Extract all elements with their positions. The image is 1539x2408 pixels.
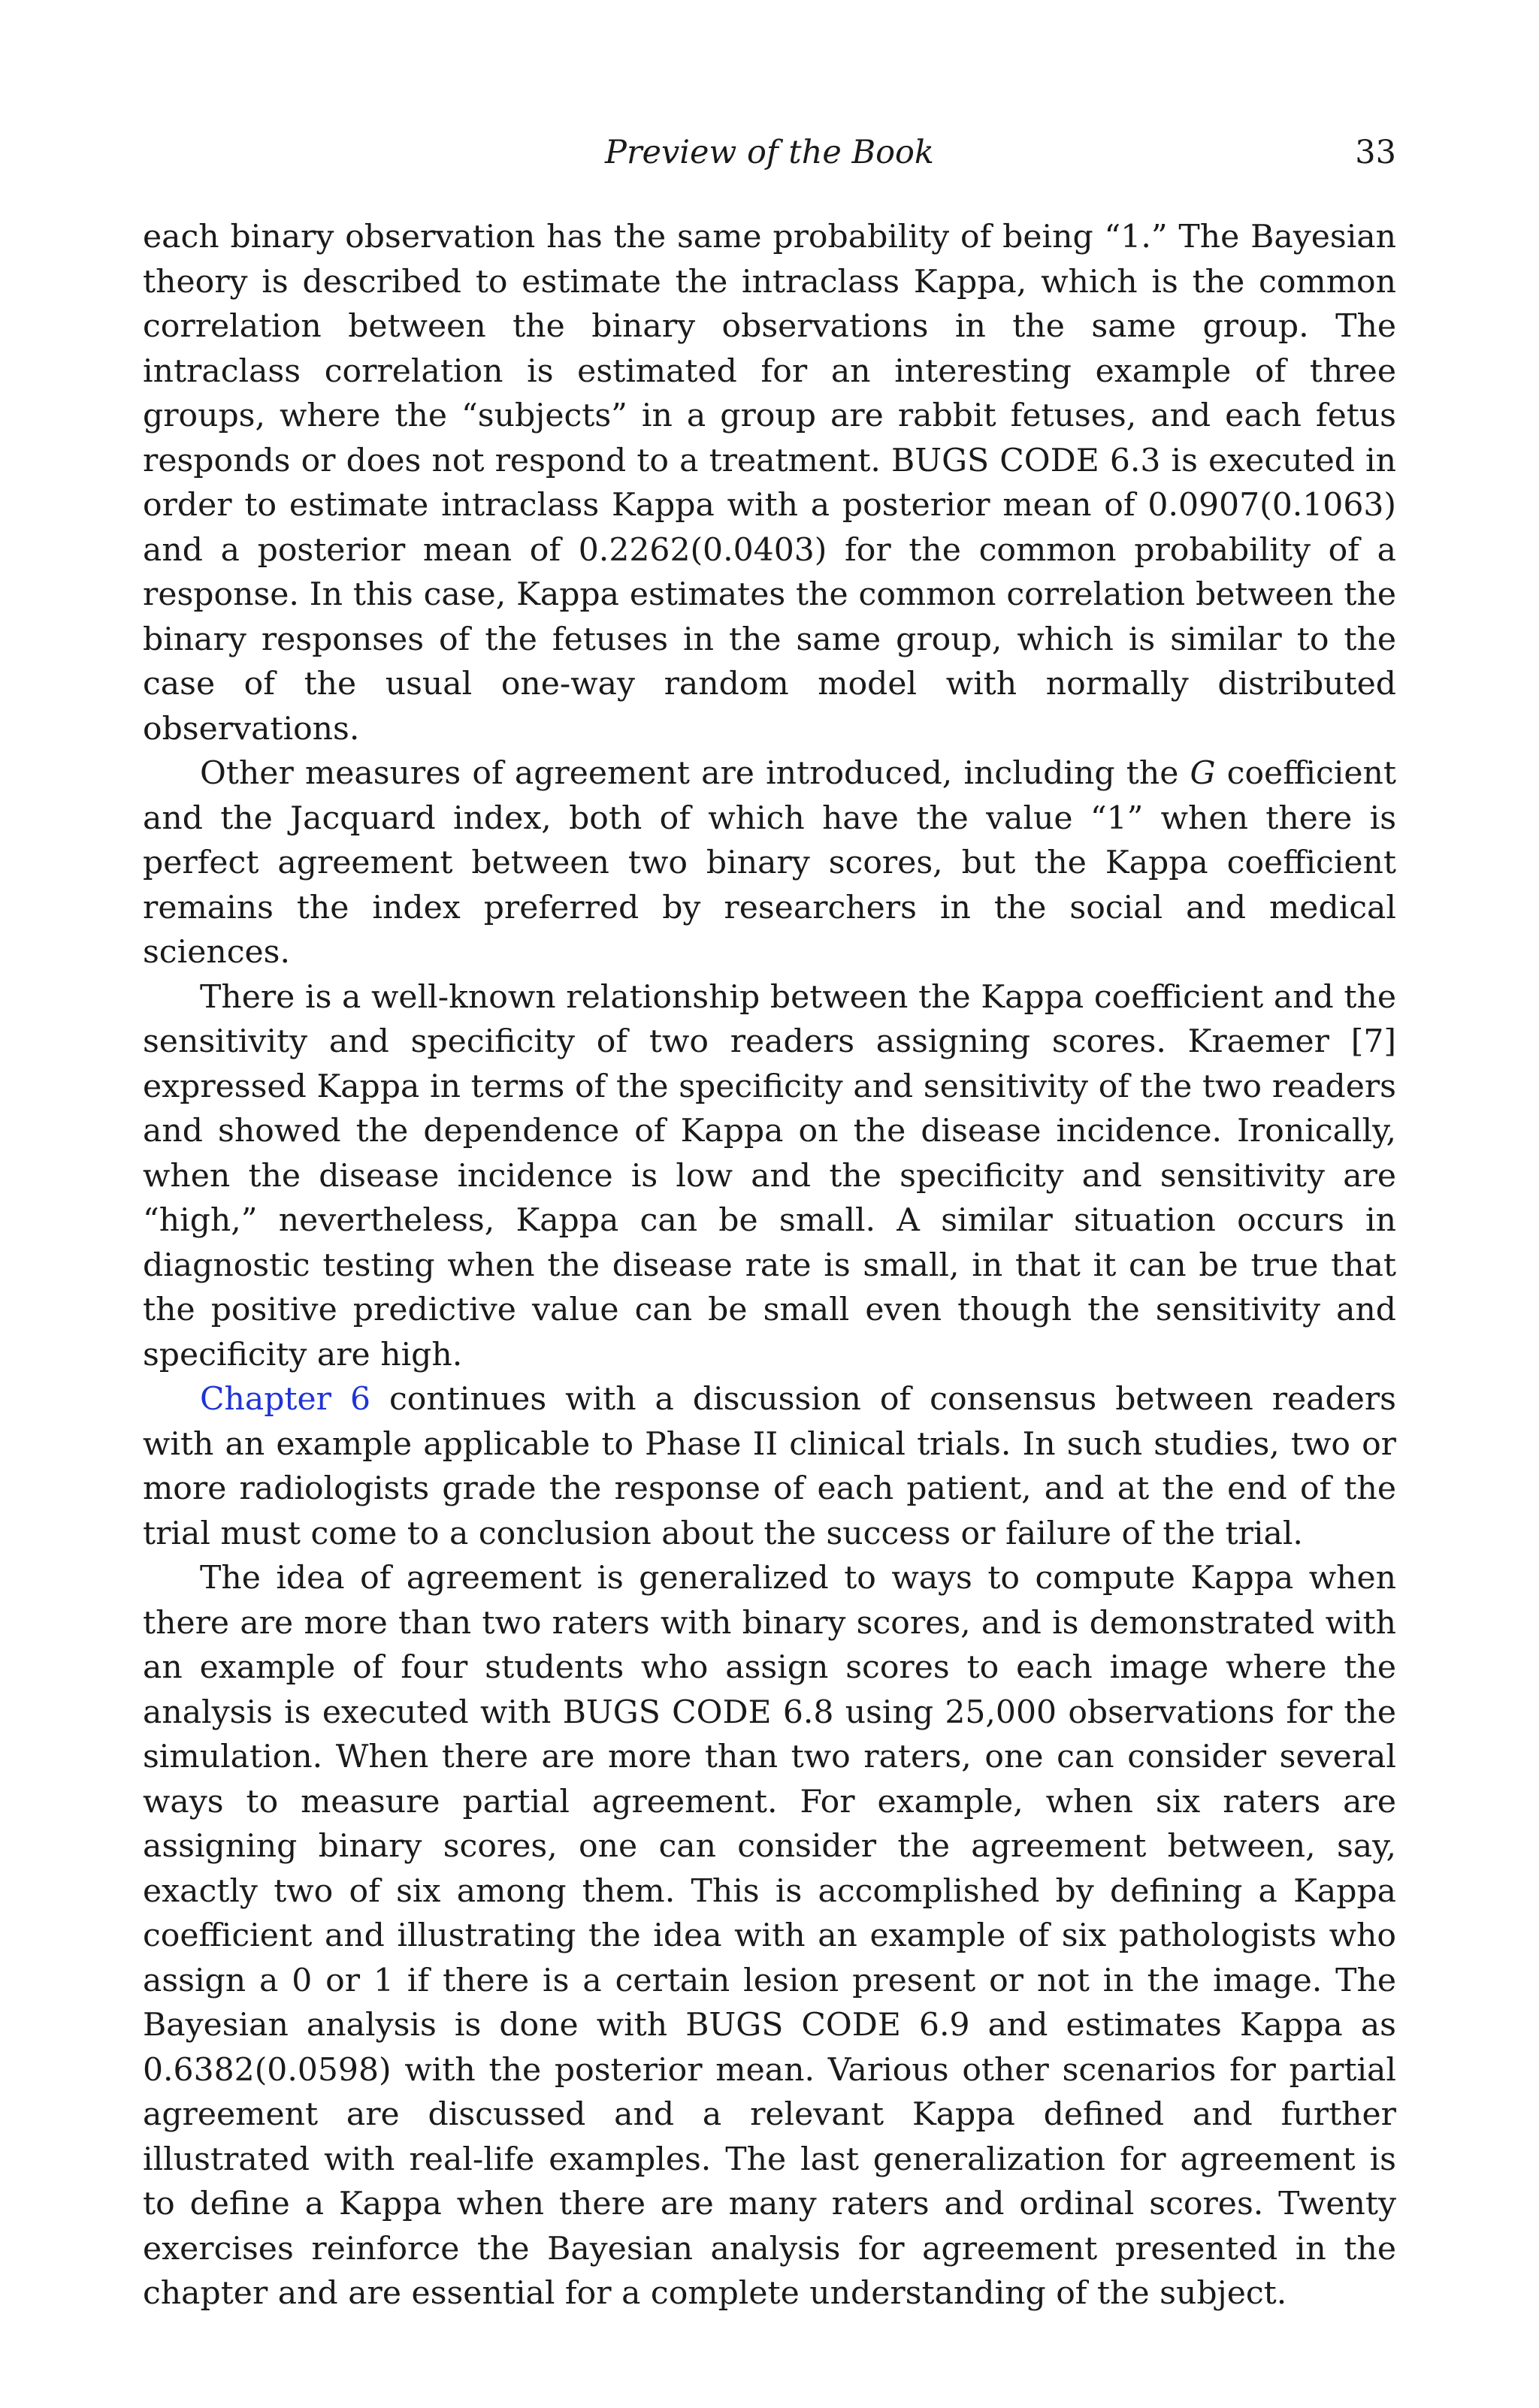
paragraph-3: There is a well-known relationship between the Kappa coefficient and the sensitivity and specificity of two readers assigning scores. Kraemer [7] expressed Kappa in terms of the specificity and sensitivity of the two readers and showed the dependence of Kappa on the disease incidence. Ironically, when the disease incidence is low and the specificity and sensitivity are “high,” nevertheless, Kappa can be small. A similar situation occurs in diagnostic testing when the disease rate is small, in that it can be true that the positive predictive value can be small even though the sensitivity and specificity are high. — [143, 978, 1396, 1373]
running-head — [143, 134, 1396, 179]
paragraph-4-text: continues with a discussion of consensus between readers with an example applicable to Phase II clinical trials. In such studies, two or more radiologists grade the response of each patient, and at the end of the trial must come to a conclusion about the success or failure of the trial. — [143, 1381, 1396, 1552]
paragraph-5: The idea of agreement is generalized to ways to compute Kappa when there are more than two raters with binary scores, and is demonstrated with an example of four students who assign scores to each image where the analysis is executed with BUGS CODE 6.8 using 25,000 observations for the simulation. When there are more than two raters, one can consider several ways to measure partial agreement. For example, when six raters are assigning binary scores, one can consider the agreement between, say, exactly two of six among them. This is accomplished by defining a Kappa coefficient and illustrating the idea with an example of six pathologists who assign a 0 or 1 if there is a certain lesion present or not in the image. The Bayesian analysis is done with BUGS CODE 6.9 and estimates Kappa as 0.6382(0.0598) with the posterior mean. Various other scenarios for partial agreement are discussed and a relevant Kappa defined and further illustrated with real-life examples. The last generalization for agreement is to define a Kappa when there are many raters and ordinal scores. Twenty exercises reinforce the Bayesian analysis for agreement presented in the chapter and are essential for a complete understanding of the subject. — [143, 1560, 1396, 2312]
paragraph-1: each binary observation has the same probability of being “1.” The Bayesian theory is described to estimate the intraclass Kappa, which is the common correlation between the binary observations in the same group. The intraclass correlation is estimated for an interesting example of three groups, where the “subjects” in a group are rabbit fetuses, and each fetus responds or does not respond to a treatment. BUGS CODE 6.3 is executed in order to estimate intraclass Kappa with a posterior mean of 0.0907(0.1063) and a posterior mean of 0.2262(0.0403) for the common probability of a response. In this case, Kappa estimates the common correlation between the binary responses of the fetuses in the same group, which is similar to the case of the usual one-way random model with normally distributed observations. — [143, 219, 1396, 748]
paragraph-2-text-end: coefficient and the Jacquard index, both of which have the value “1” when there is perfect agreement between two binary scores, but the Kappa coefficient remains the index preferred by researchers in the social and medical sciences. — [143, 755, 1396, 971]
paragraph-4 — [143, 1377, 1396, 1556]
paragraph-2 — [143, 751, 1396, 975]
g-coefficient-symbol: G — [1190, 755, 1216, 792]
running-title: Preview of the Book — [605, 134, 934, 171]
chapter-6-link[interactable]: Chapter 6 — [200, 1381, 371, 1418]
page-number: 33 — [1355, 134, 1396, 171]
body-text — [143, 215, 1396, 2316]
paragraph-2-text-start: Other measures of agreement are introduced, including the — [200, 755, 1190, 792]
